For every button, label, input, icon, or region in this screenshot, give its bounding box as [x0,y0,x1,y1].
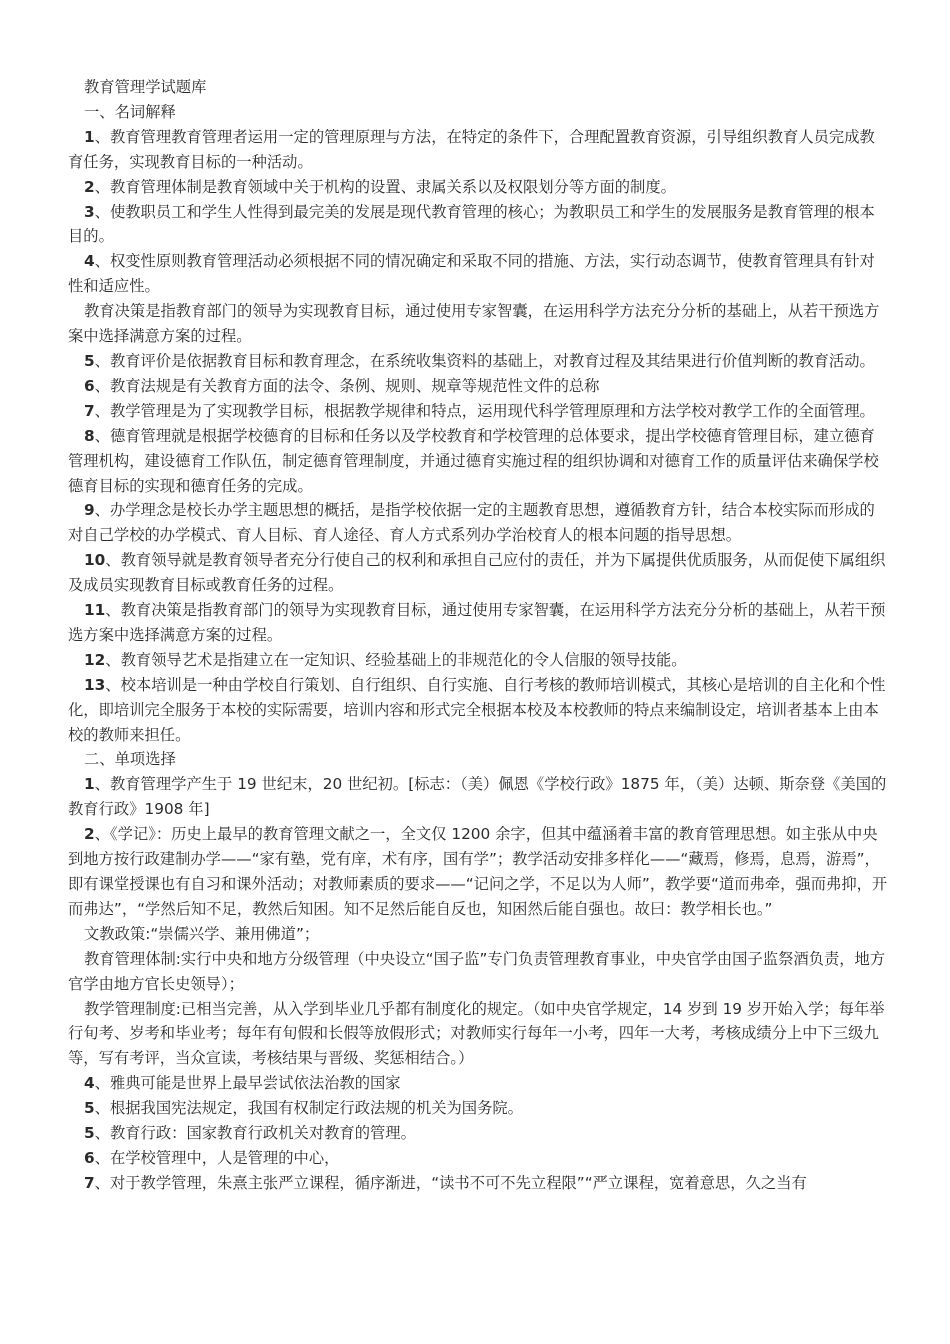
term-paragraph [68,648,890,673]
section-choice-list [68,772,890,1195]
section-heading-terms: 一、名词解释 [84,102,176,121]
choice-number: 6 [84,1148,95,1167]
choice-paragraph [68,772,890,822]
term-paragraph [68,424,890,499]
choice-paragraph [68,1121,890,1146]
term-paragraph [68,598,890,648]
term-number: 1 [84,127,95,146]
choice-paragraph [68,1171,890,1196]
term-text: 、使教职员工和学生人性得到最完美的发展是现代教育管理的核心；为教职员工和学生的发展服务是教育管理的根本目的。 [68,202,875,246]
choice-paragraph [68,1096,890,1121]
choice-text: 、雅典可能是世界上最早尝试依法治教的国家 [94,1074,401,1093]
section-heading-choice: 二、单项选择 [84,750,176,769]
term-paragraph [68,399,890,424]
term-paragraph [68,249,890,299]
document-title: 教育管理学试题库 [84,78,207,96]
term-number: 5 [84,351,95,370]
choice-number: 4 [84,1074,95,1093]
term-text: 、教育决策是指教育部门的领导为实现教育目标，通过使用专家智囊，在运用科学方法充分分析的基础上，从若干预选方案中选择满意方案的过程。 [68,601,886,644]
choice-text: 、根据我国宪法规定，我国有权制定行政法规的机关为国务院。 [94,1099,523,1118]
term-paragraph [68,673,890,748]
choice-number: 2 [84,825,95,844]
term-number: 7 [84,401,95,420]
choice-paragraph [68,922,890,947]
term-paragraph [68,374,890,399]
term-text: 、教育领导就是教育领导者充分行使自己的权利和承担自己应付的责任，并为下属提供优质服务，从而促使下属组织及成员实现教育目标或教育任务的过程。 [68,551,886,595]
term-number: 12 [84,650,106,669]
term-number: 6 [84,376,95,395]
term-text: 、校本培训是一种由学校自行策划、自行组织、自行实施、自行考核的教师培训模式，其核心是培训的自主化和个性化，即培训完全服务于本校的实际需要，培训内容和形式完全根据本校及本校教师的特点来编制设定，培训者基本上由本校的教师来担任。 [68,675,886,744]
choice-paragraph [68,947,890,997]
choice-number: 5 [84,1124,95,1143]
choice-text: 、《学记》：历史上最早的教育管理文献之一，全文仅 1200 余字，但其中蕴涵着丰富的教育管理思想。如主张从中央到地方按行政建制办学——“家有塾，党有庠，术有序，国有学”；教学活动安排多样化——“藏焉，修焉，息焉，游焉”，即有课堂授课也有自习和课外活动；对教师素质的要求——“记问之学，不足以为人师”，教学要“道而弗牵，强而弗抑，开而弗达”，“学然后知不足，教然后知困。知不足然后能自反也，知困然后能自强也。故曰：教学相长也。” [68,825,888,918]
term-number: 2 [84,177,95,196]
term-number: 8 [84,426,95,445]
choice-text: 文教政策:“崇儒兴学、兼用佛道”； [84,924,320,943]
term-number: 4 [84,252,95,271]
document-body [68,75,890,1196]
choice-paragraph [68,822,890,922]
choice-number: 7 [84,1173,95,1192]
choice-text: 、在学校管理中，人是管理的中心， [94,1148,340,1167]
term-paragraph [68,548,890,598]
choice-text: 、对于教学管理，朱熹主张严立课程，循序渐进，“读书不可不先立程限”“严立课程，宽着意思，久之当有 [94,1173,807,1192]
term-text: 、德育管理就是根据学校德育的目标和任务以及学校教育和学校管理的总体要求，提出学校德育管理目标，建立德育管理机构，建设德育工作队伍，制定德育管理制度，并通过德育实施过程的组织协调和对德育工作的质量评估来确保学校德育目标的实现和德育任务的完成。 [68,426,879,495]
term-paragraph [68,125,890,175]
choice-text: 、教育行政：国家教育行政机关对教育的管理。 [94,1124,416,1143]
choice-paragraph [68,997,890,1072]
term-text: 教育决策是指教育部门的领导为实现教育目标，通过使用专家智囊，在运用科学方法充分分析的基础上，从若干预选方案中选择满意方案的过程。 [68,302,880,346]
term-text: 、教育法规是有关教育方面的法令、条例、规则、规章等规范性文件的总称 [94,376,600,395]
term-text: 、教学管理是为了实现教学目标，根据教学规律和特点，运用现代科学管理原理和方法学校对教学工作的全面管理。 [94,401,875,420]
term-paragraph [68,175,890,200]
choice-number: 1 [84,775,95,794]
choice-paragraph [68,1146,890,1171]
section-terms-list [68,125,890,748]
term-number: 3 [84,202,95,221]
choice-text: 教学管理制度:已相当完善，从入学到毕业几乎都有制度化的规定。（如中央官学规定，14 岁到 19 岁开始入学；每年举行旬考、岁考和毕业考；每年有旬假和长假等放假形式；对教师实行每年一小考，四年一大考，考核成绩分上中下三级九等，写有考评，当众宣读，考核结果与晋级、奖惩相结合。） [68,999,885,1068]
term-number: 11 [84,601,106,620]
choice-paragraph [68,1071,890,1096]
term-paragraph [68,498,890,548]
term-text: 、教育评价是依据教育目标和教育理念，在系统收集资料的基础上，对教育过程及其结果进行价值判断的教育活动。 [94,351,875,370]
term-number: 13 [84,675,106,694]
term-text: 、教育管理体制是教育领域中关于机构的设置、隶属关系以及权限划分等方面的制度。 [94,177,676,196]
term-number: 10 [84,551,106,570]
term-paragraph [68,299,890,349]
term-number: 9 [84,501,95,520]
term-text: 、教育领导艺术是指建立在一定知识、经验基础上的非规范化的令人信服的领导技能。 [105,650,687,669]
term-paragraph [68,200,890,250]
choice-number: 5 [84,1099,95,1118]
choice-text: 、教育管理学产生于 19 世纪末，20 世纪初。[标志：（美）佩恩《学校行政》1875 年，（美）达顿、斯奈登《美国的教育行政》1908 年] [68,775,887,819]
term-text: 、权变性原则教育管理活动必须根据不同的情况确定和采取不同的措施、方法，实行动态调节，使教育管理具有针对性和适应性。 [68,252,875,296]
term-text: 、办学理念是校长办学主题思想的概括，是指学校依据一定的主题教育思想，遵循教育方针，结合本校实际而形成的对自己学校的办学模式、育人目标、育人途径、育人方式系列办学治校育人的根本问题的指导思想。 [68,501,875,545]
term-paragraph [68,349,890,374]
choice-text: 教育管理体制:实行中央和地方分级管理（中央设立“国子监”专门负责管理教育事业，中央官学由国子监祭酒负责，地方官学由地方官长史领导）； [68,949,886,993]
term-text: 、教育管理教育管理者运用一定的管理原理与方法，在特定的条件下，合理配置教育资源，引导组织教育人员完成教育任务，实现教育目标的一种活动。 [68,127,875,171]
